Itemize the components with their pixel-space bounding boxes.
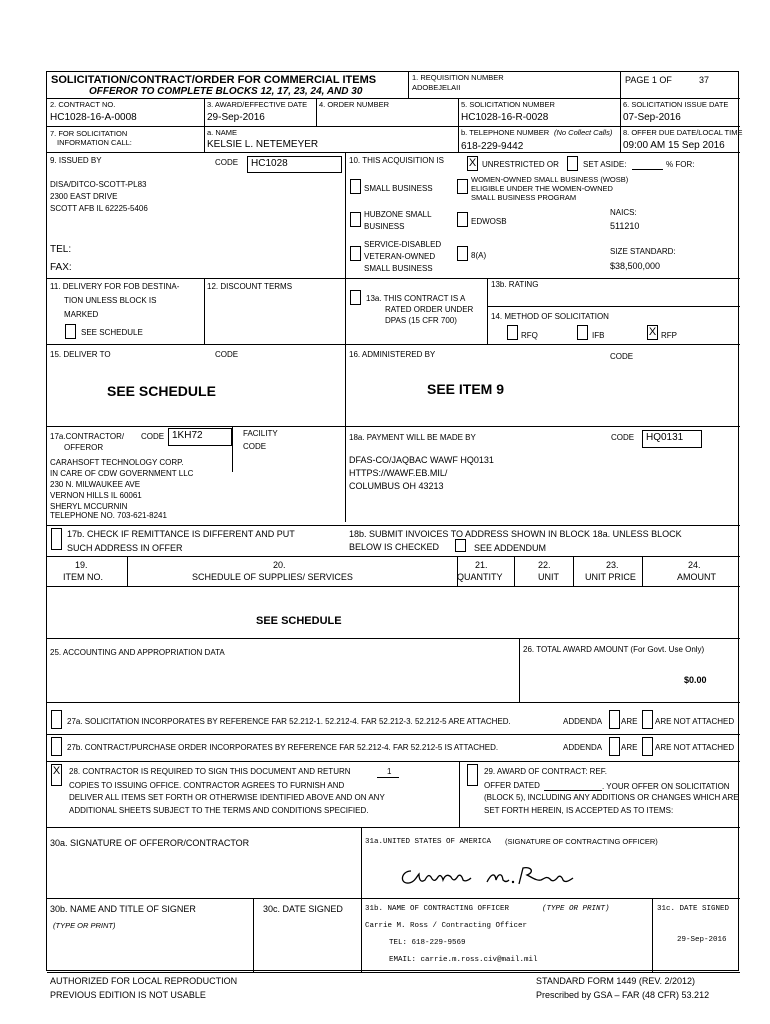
- rated-order-label-3: DPAS (15 CFR 700): [385, 316, 457, 325]
- page-label: PAGE 1 OF: [625, 75, 672, 85]
- hubzone-checkbox[interactable]: [350, 212, 361, 227]
- contractor-code-field: [168, 428, 232, 446]
- signer-name-label: 30b. NAME AND TITLE OF SIGNER: [50, 904, 196, 914]
- small-business-label: SMALL BUSINESS: [364, 184, 433, 193]
- discount-terms-label: 12. DISCOUNT TERMS: [207, 282, 293, 291]
- items-see-schedule: SEE SCHEDULE: [256, 615, 342, 627]
- remittance-label-2: SUCH ADDRESS IN OFFER: [67, 543, 183, 553]
- telephone-number: 618-229-9442: [461, 141, 524, 152]
- award-date: 29-Sep-2016: [207, 112, 265, 123]
- col-unit-price-num: 23.: [606, 560, 619, 570]
- eight-a-checkbox[interactable]: [457, 246, 468, 261]
- rfp-mark: X: [648, 326, 657, 338]
- offeror-signature-label: 30a. SIGNATURE OF OFFEROR/CONTRACTOR: [50, 838, 250, 848]
- deliver-to-value: SEE SCHEDULE: [107, 383, 216, 399]
- administered-by-label: 16. ADMINISTERED BY: [349, 350, 436, 359]
- no-collect-note: (No Collect Calls): [554, 128, 613, 137]
- wosb-label-3: SMALL BUSINESS PROGRAM: [471, 193, 577, 202]
- col-amount-num: 24.: [688, 560, 701, 570]
- col-schedule-num: 20.: [273, 560, 286, 570]
- fob-label-1: 11. DELIVERY FOR FOB DESTINA-: [50, 282, 180, 291]
- solicitation-number-label: 5. SOLICITATION NUMBER: [461, 100, 555, 109]
- clause-29-line4: (BLOCK 5), INCLUDING ANY ADDITIONS OR CHANGES WHICH ARE: [484, 793, 739, 802]
- issued-code-field: [247, 156, 342, 173]
- payment-code-field: [642, 430, 702, 448]
- issued-tel: TEL:: [50, 244, 72, 255]
- issued-code: HC1028: [251, 158, 288, 169]
- issued-address-line2: 2300 EAST DRIVE: [50, 192, 118, 201]
- invoices-label-1: 18b. SUBMIT INVOICES TO ADDRESS SHOWN IN BLOCK 18a. UNLESS BLOCK: [349, 529, 682, 539]
- officer-date-label: 31c. DATE SIGNED: [657, 905, 730, 913]
- contact-name-label: a. NAME: [207, 128, 238, 137]
- sdvosb-checkbox[interactable]: [350, 246, 361, 261]
- fob-schedule-checkbox[interactable]: [65, 324, 76, 339]
- col-quantity-num: 21.: [475, 560, 488, 570]
- form-subtitle: OFFEROR TO COMPLETE BLOCKS 12, 17, 23, 24, AND 30: [89, 86, 363, 97]
- officer-telephone: TEL: 618-229-9569: [389, 939, 466, 947]
- facility-code-label-2: CODE: [243, 442, 267, 451]
- size-standard-label: SIZE STANDARD:: [610, 247, 676, 256]
- remittance-label-1: 17b. CHECK IF REMITTANCE IS DIFFERENT AND PUT: [67, 529, 295, 539]
- order-number-label: 4. ORDER NUMBER: [319, 100, 390, 109]
- contact-name: KELSIE L. NETEMEYER: [207, 139, 319, 150]
- clause-28-line3: DELIVER ALL ITEMS SET FORTH OR OTHERWISE IDENTIFIED ABOVE AND ON ANY: [69, 793, 385, 802]
- payment-label: 18a. PAYMENT WILL BE MADE BY: [349, 433, 476, 442]
- copies-count: 1: [387, 767, 392, 776]
- addenda-27a-are-checkbox[interactable]: [609, 710, 620, 729]
- payment-address-2: HTTPS://WAWF.EB.MIL/: [349, 468, 448, 478]
- contractor-address-1: CARAHSOFT TECHNOLOGY CORP.: [50, 458, 184, 467]
- clause-27a-checkbox[interactable]: [51, 710, 62, 729]
- addenda-27b-are-not: ARE NOT ATTACHED: [655, 743, 735, 752]
- rated-order-checkbox[interactable]: [350, 290, 361, 305]
- telephone-label: b. TELEPHONE NUMBER: [461, 128, 550, 137]
- size-standard-value: $38,500,000: [610, 261, 661, 271]
- requisition-label: 1. REQUISITION NUMBER: [412, 73, 504, 82]
- addenda-27b-label: ADDENDA: [563, 743, 603, 752]
- clause-28-line1: 28. CONTRACTOR IS REQUIRED TO SIGN THIS DOCUMENT AND RETURN: [69, 767, 351, 776]
- issued-fax: FAX:: [50, 262, 72, 273]
- offer-due-label: 8. OFFER DUE DATE/LOCAL TIME: [623, 128, 743, 137]
- addenda-27b-are: ARE: [621, 743, 638, 752]
- fob-label-3: MARKED: [64, 310, 99, 319]
- form-title: SOLICITATION/CONTRACT/ORDER FOR COMMERCIAL ITEMS: [51, 74, 377, 86]
- payment-address-3: COLUMBUS OH 43213: [349, 481, 444, 491]
- contractor-code-label: CODE: [141, 432, 165, 441]
- unrestricted-mark: X: [468, 157, 477, 169]
- addenda-27a-are: ARE: [621, 717, 638, 726]
- facility-code-label-1: FACILITY: [243, 429, 278, 438]
- accounting-label: 25. ACCOUNTING AND APPROPRIATION DATA: [50, 648, 225, 657]
- usa-label: 31a.UNITED STATES OF AMERICA: [365, 838, 492, 846]
- naics-value: 511210: [610, 221, 640, 231]
- set-aside-checkbox[interactable]: [567, 156, 578, 171]
- rfp-label: RFP: [661, 331, 677, 340]
- contractor-address-5: SHERYL MCCURNIN: [50, 502, 128, 511]
- addendum-checkbox[interactable]: [455, 539, 466, 552]
- solicitation-info-label-2: INFORMATION CALL:: [57, 138, 132, 147]
- deliver-to-code-label: CODE: [215, 350, 239, 359]
- rated-order-label-1: 13a. THIS CONTRACT IS A: [366, 294, 466, 303]
- issued-address-line3: SCOTT AFB IL 62225-5406: [50, 204, 148, 213]
- contracting-officer-signature: [397, 862, 577, 890]
- footer-previous-edition: PREVIOUS EDITION IS NOT USABLE: [50, 990, 206, 1000]
- award-date-label: 3. AWARD/EFFECTIVE DATE: [207, 100, 308, 109]
- unrestricted-checkbox[interactable]: [467, 156, 478, 171]
- sign-return-checkbox[interactable]: [51, 764, 62, 786]
- officer-name-label: 31b. NAME OF CONTRACTING OFFICER: [365, 905, 510, 913]
- addenda-27a-label: ADDENDA: [563, 717, 603, 726]
- clause-29-line3: . YOUR OFFER ON SOLICITATION: [602, 782, 730, 791]
- remittance-checkbox[interactable]: [51, 528, 62, 550]
- offeror-date-label: 30c. DATE SIGNED: [263, 904, 343, 914]
- contract-no: HC1028-16-A-0008: [50, 112, 137, 123]
- issued-address-line1: DISA/DITCO-SCOTT-PL83: [50, 180, 147, 189]
- issue-date-label: 6. SOLICITATION ISSUE DATE: [623, 100, 729, 109]
- contractor-label-2: OFFEROR: [64, 443, 104, 452]
- total-award-label: 26. TOTAL AWARD AMOUNT (For Govt. Use Only): [523, 645, 705, 654]
- contractor-telephone: TELEPHONE NO. 703-621-8241: [50, 511, 167, 520]
- rating-label: 13b. RATING: [491, 280, 539, 289]
- footer-form-number: STANDARD FORM 1449 (REV. 2/2012): [536, 976, 696, 986]
- wosb-label-2: ELIGIBLE UNDER THE WOMEN-OWNED: [471, 184, 613, 193]
- ifb-checkbox[interactable]: [577, 325, 588, 340]
- contract-no-label: 2. CONTRACT NO.: [50, 100, 116, 109]
- edwosb-checkbox[interactable]: [457, 212, 468, 227]
- payment-address-1: DFAS-CO/JAQBAC WAWF HQ0131: [349, 455, 494, 465]
- wosb-label-1: WOMEN-OWNED SMALL BUSINESS (WOSB): [471, 175, 629, 184]
- eight-a-label: 8(A): [471, 251, 487, 260]
- contractor-label-1: 17a.CONTRACTOR/: [50, 432, 125, 441]
- rated-order-label-2: RATED ORDER UNDER: [385, 305, 474, 314]
- officer-type-print: (TYPE OR PRINT): [542, 905, 610, 913]
- addenda-27b-are-checkbox[interactable]: [609, 737, 620, 756]
- issue-date: 07-Sep-2016: [623, 112, 681, 123]
- page-total: 37: [699, 75, 710, 85]
- clause-27b-label: 27b. CONTRACT/PURCHASE ORDER INCORPORATES BY REFERENCE FAR 52.212-4. FAR 52.212-5 IS ATTACHED.: [67, 743, 499, 752]
- issued-by-label: 9. ISSUED BY: [50, 156, 102, 165]
- set-aside-label: SET ASIDE:: [583, 160, 627, 169]
- col-unit: UNIT: [538, 572, 559, 582]
- sdvosb-label-1: SERVICE-DISABLED: [364, 240, 442, 249]
- hubzone-label-2: BUSINESS: [364, 222, 405, 231]
- footer-prescribed-by: Prescribed by GSA – FAR (48 CFR) 53.212: [536, 990, 710, 1000]
- rfq-checkbox[interactable]: [507, 325, 518, 340]
- col-schedule: SCHEDULE OF SUPPLIES/ SERVICES: [192, 572, 353, 582]
- award-checkbox[interactable]: [467, 764, 478, 786]
- clause-27b-checkbox[interactable]: [51, 737, 62, 756]
- contractor-code: 1KH72: [172, 430, 203, 441]
- fob-label-2: TION UNLESS BLOCK IS: [64, 296, 157, 305]
- sf1449-form: [46, 71, 743, 971]
- total-award-amount: $0.00: [684, 675, 707, 685]
- invoices-label-2: BELOW IS CHECKED: [349, 542, 440, 552]
- sign-return-mark: X: [52, 765, 61, 777]
- col-unit-price: UNIT PRICE: [585, 572, 636, 582]
- solicitation-info-label: 7. FOR SOLICITATION: [50, 129, 128, 138]
- addenda-27b-are-not-checkbox[interactable]: [642, 737, 653, 756]
- naics-label: NAICS:: [610, 208, 637, 217]
- requisition-number: ADOBEJELAII: [412, 83, 461, 92]
- col-item-no: ITEM NO.: [63, 572, 103, 582]
- clause-28-line4: ADDITIONAL SHEETS SUBJECT TO THE TERMS AND CONDITIONS SPECIFIED.: [69, 806, 369, 815]
- wosb-checkbox[interactable]: [457, 179, 468, 194]
- co-signature-label: (SIGNATURE OF CONTRACTING OFFICER): [505, 837, 658, 846]
- administered-code-label: CODE: [610, 352, 634, 361]
- contractor-address-2: IN CARE OF CDW GOVERNMENT LLC: [50, 469, 194, 478]
- administered-by-value: SEE ITEM 9: [427, 381, 505, 397]
- deliver-to-label: 15. DELIVER TO: [50, 350, 111, 359]
- addendum-label: SEE ADDENDUM: [474, 543, 547, 553]
- addenda-27a-are-not-checkbox[interactable]: [642, 710, 653, 729]
- payment-code-label: CODE: [611, 433, 635, 442]
- rfq-label: RFQ: [521, 331, 538, 340]
- col-unit-num: 22.: [538, 560, 551, 570]
- footer-reproduction: AUTHORIZED FOR LOCAL REPRODUCTION: [50, 976, 238, 986]
- signer-type-print: (TYPE OR PRINT): [53, 921, 116, 930]
- col-quantity: QUANTITY: [457, 572, 503, 582]
- officer-date-signed: 29-Sep-2016: [677, 936, 727, 944]
- ifb-label: IFB: [592, 331, 605, 340]
- clause-29-line2: OFFER DATED: [484, 781, 540, 790]
- unrestricted-label: UNRESTRICTED OR: [482, 160, 559, 169]
- clause-29-line1: 29. AWARD OF CONTRACT: REF.: [484, 767, 607, 776]
- officer-name: Carrie M. Ross / Contracting Officer: [365, 922, 528, 930]
- clause-27a-label: 27a. SOLICITATION INCORPORATES BY REFERENCE FAR 52.212-1. 52.212-4. FAR 52.212-3. 52.212-5 ARE ATTACHED.: [67, 717, 511, 726]
- offer-due-date: 09:00 AM 15 Sep 2016: [623, 140, 725, 151]
- issued-code-label: CODE: [215, 158, 239, 167]
- method-label: 14. METHOD OF SOLICITATION: [491, 312, 609, 321]
- col-amount: AMOUNT: [677, 572, 716, 582]
- solicitation-number: HC1028-16-R-0028: [461, 112, 549, 123]
- col-item-no-num: 19.: [75, 560, 88, 570]
- addenda-27a-are-not: ARE NOT ATTACHED: [655, 717, 735, 726]
- contractor-address-4: VERNON HILLS IL 60061: [50, 491, 142, 500]
- hubzone-label-1: HUBZONE SMALL: [364, 210, 432, 219]
- rfp-checkbox[interactable]: [647, 325, 658, 340]
- clause-28-line2: COPIES TO ISSUING OFFICE. CONTRACTOR AGREES TO FURNISH AND: [69, 781, 345, 790]
- clause-29-line5: SET FORTH HEREIN, IS ACCEPTED AS TO ITEMS:: [484, 806, 674, 815]
- officer-email: EMAIL: carrie.m.ross.civ@mail.mil: [389, 956, 538, 964]
- percent-for-label: % FOR:: [666, 160, 695, 169]
- acquisition-label: 10. THIS ACQUISITION IS: [349, 156, 444, 165]
- small-business-checkbox[interactable]: [350, 179, 361, 194]
- payment-code: HQ0131: [646, 432, 684, 443]
- sdvosb-label-3: SMALL BUSINESS: [364, 264, 433, 273]
- fob-see-schedule: SEE SCHEDULE: [81, 328, 143, 337]
- sdvosb-label-2: VETERAN-OWNED: [364, 252, 436, 261]
- edwosb-label: EDWOSB: [471, 217, 507, 226]
- contractor-address-3: 230 N. MILWAUKEE AVE: [50, 480, 141, 489]
